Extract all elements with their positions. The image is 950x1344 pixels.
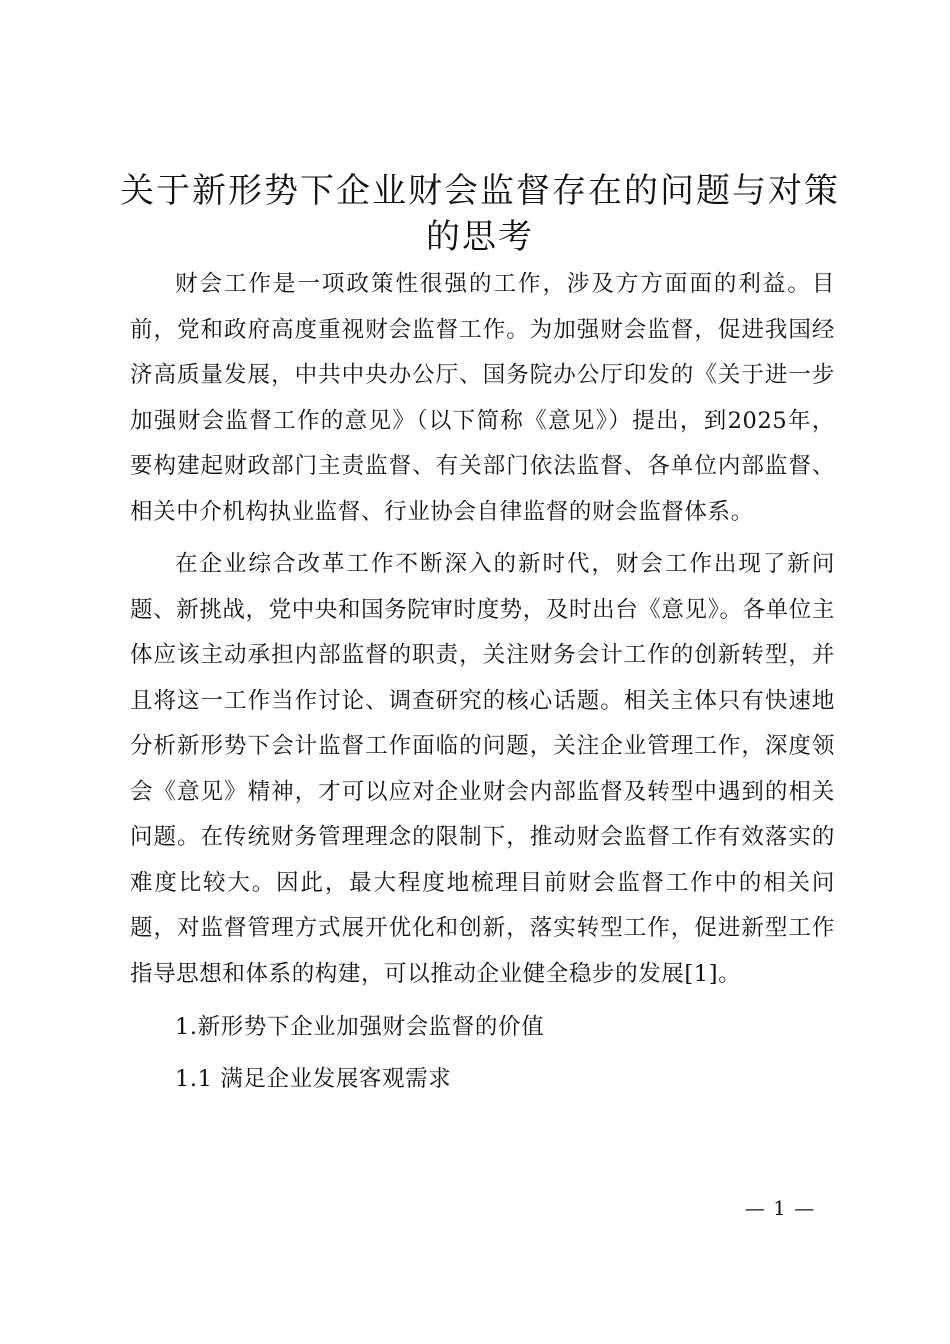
- paragraph-2: 在企业综合改革工作不断深入的新时代，财会工作出现了新问题、新挑战，党中央和国务院审时度势，及时出台《意见》。各单位主体应该主动承担内部监督的职责，关注财务会计工作的创新转型，并且将这一工作当作讨论、调查研究的核心话题。相关主体只有快速地分析新形势下会计监督工作面临的问题，关注企业管理工作，深度领会《意见》精神，才可以应对企业财会内部监督及转型中遇到的相关问题。在传统财务管理理念的限制下，推动财会监督工作有效落实的难度比较大。因此，最大程度地梳理目前财会监督工作中的相关问题，对监督管理方式展开优化和创新，落实转型工作，促进新型工作指导思想和体系的构建，可以推动企业健全稳步的发展[1]。: [130, 551, 835, 987]
- paragraph-1: 财会工作是一项政策性很强的工作，涉及方方面面的利益。目前，党和政府高度重视财会监督工作。为加强财会监督，促进我国经济高质量发展，中共中央办公厅、国务院办公厅印发的《关于进一步加强财会监督工作的意见》（以下简称《意见》）提出，到2025年，要构建起财政部门主责监督、有关部门依法监督、各单位内部监督、相关中介机构执业监督、行业协会自律监督的财会监督体系。: [130, 271, 835, 525]
- section-heading-1: 1.新形势下企业加强财会监督的价值: [175, 1014, 545, 1040]
- document-body: [130, 262, 835, 1102]
- section-heading-1-1: 1.1 满足企业发展客观需求: [175, 1065, 452, 1092]
- page-number: — 1 —: [744, 1196, 816, 1220]
- title-line-2: 的思考: [426, 217, 534, 257]
- document-title: [120, 168, 840, 260]
- title-line-1: 关于新形势下企业财会监督存在的问题与对策: [120, 171, 840, 211]
